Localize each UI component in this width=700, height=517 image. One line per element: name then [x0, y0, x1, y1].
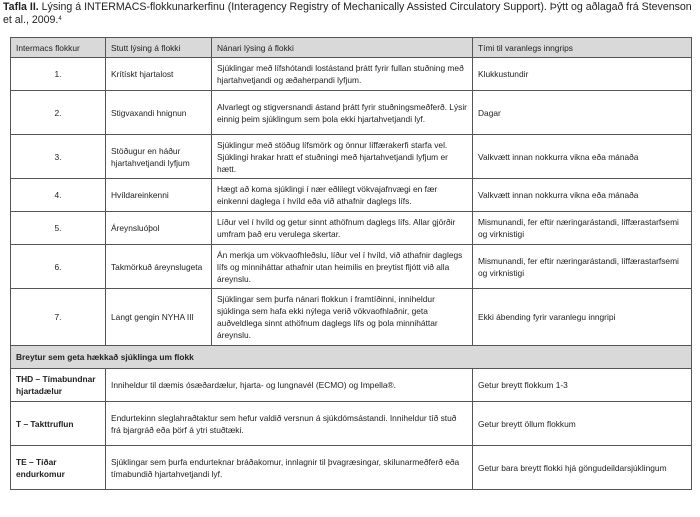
modifier-effect: Getur breytt öllum flokkum [473, 402, 692, 446]
level-long: Sjúklingar sem þurfa nánari flokkun í framtíðinni, inniheldur sjúklinga sem hafa ekki nýlega verið vökvaofhlaðnir, geta auðveldlega sinnt athöfnum daglegs lífs og þola minniháttar áreynslu. [212, 289, 473, 346]
modifier-effect: Getur bara breytt flokki hjá göngudeildarsjúklingum [473, 446, 692, 490]
intermacs-table [10, 37, 692, 490]
level-number: 7. [11, 289, 106, 346]
modifier-row [11, 446, 692, 490]
level-time: Mismunandi, fer eftir næringarástandi, líffærastarfsemi og virknistigi [473, 212, 692, 245]
table-caption [3, 1, 693, 26]
modifier-name: TE – Tíðar endurkomur [11, 446, 106, 490]
level-long: Alvarlegt og stigversnandi ástand þrátt fyrir stuðningsmeðferð. Lýsir einnig þeim sjúklingum sem þola ekki hjartahvetjandi lyf. [212, 91, 473, 135]
level-long: Líður vel í hvíld og getur sinnt athöfnum daglegs lífs. Allar gjörðir umfram það eru verulega skertar. [212, 212, 473, 245]
table-row [11, 91, 692, 135]
modifier-name: T – Takttruflun [11, 402, 106, 446]
level-long: Hægt að koma sjúklingi í nær eðlilegt vökvajafnvægi en fær einkenni daglega í hvíld eða við athafnir daglegs lífs. [212, 179, 473, 212]
table-row [11, 245, 692, 289]
level-short: Hvíldareinkenni [106, 179, 212, 212]
level-time: Mismunandi, fer eftir næringarástandi, líffærastarfsemi og virknistigi [473, 245, 692, 289]
header-stutt-lysing: Stutt lýsing á flokki [106, 38, 212, 58]
table-row [11, 58, 692, 91]
level-time: Klukkustundir [473, 58, 692, 91]
level-short: Stigvaxandi hnignun [106, 91, 212, 135]
level-short: Takmörkuð áreynslugeta [106, 245, 212, 289]
level-number: 3. [11, 135, 106, 179]
section-row [11, 346, 692, 369]
modifier-description: Sjúklingar sem þurfa endurteknar bráðakomur, innlagnir til þvagræsingar, skilunarmeðferð eða tímabundið hjartahvetjandi lyf. [106, 446, 473, 490]
section-title: Breytur sem geta hækkað sjúklinga um flokk [11, 346, 692, 369]
header-timi: Tími til varanlegs inngrips [473, 38, 692, 58]
level-short: Krítískt hjartalost [106, 58, 212, 91]
level-time: Valkvætt innan nokkurra vikna eða mánaða [473, 135, 692, 179]
header-intermacs-flokkur: Intermacs flokkur [11, 38, 106, 58]
level-number: 2. [11, 91, 106, 135]
modifier-row [11, 369, 692, 402]
level-number: 1. [11, 58, 106, 91]
level-number: 6. [11, 245, 106, 289]
modifier-name: THD – Tímabundnar hjartadælur [11, 369, 106, 402]
level-long: Sjúklingur með stöðug lífsmörk og önnur líffærakerfi starfa vel. Sjúklingi hrakar hratt ef stuðningi með hjartahvetjandi lyfjum er hætt. [212, 135, 473, 179]
level-short: Áreynsluóþol [106, 212, 212, 245]
level-short: Stöðugur en háður hjartahvetjandi lyfjum [106, 135, 212, 179]
level-time: Valkvætt innan nokkurra vikna eða mánaða [473, 179, 692, 212]
header-nanari-lysing: Nánari lýsing á flokki [212, 38, 473, 58]
level-number: 4. [11, 179, 106, 212]
table-row [11, 135, 692, 179]
level-short: Langt gengin NYHA III [106, 289, 212, 346]
caption-reference: 4 [58, 15, 62, 22]
table-row [11, 289, 692, 346]
modifier-effect: Getur breytt flokkum 1-3 [473, 369, 692, 402]
level-number: 5. [11, 212, 106, 245]
caption-label: Tafla II. [3, 1, 39, 13]
level-time: Dagar [473, 91, 692, 135]
level-long: Sjúklingar með lífshótandi lostástand þrátt fyrir fullan stuðning með hjartahvetjandi og æðaherpandi lyfjum. [212, 58, 473, 91]
table-row [11, 212, 692, 245]
modifier-row [11, 402, 692, 446]
level-long: Án merkja um vökvaofhleðslu, líður vel í hvíld, við athafnir daglegs lífs og minniháttar athafnir utan heimilis en þreytist fljótt við alla áreynslu. [212, 245, 473, 289]
modifier-description: Inniheldur til dæmis ósæðardælur, hjarta- og lungnavél (ECMO) og Impella®. [106, 369, 473, 402]
caption-text: Lýsing á INTERMACS-flokkunarkerfinu (Interagency Registry of Mechanically Assisted Circulatory Support). Þýtt og aðlagað frá Stevenson et al., 2009. [3, 1, 692, 26]
header-row [11, 38, 692, 58]
table-row [11, 179, 692, 212]
modifier-description: Endurtekinn sleglahraðtaktur sem hefur valdið versnun á sjúkdómsástandi. Inniheldur tíð stuð frá bjargráð eða þörf á ytri stuðtæki. [106, 402, 473, 446]
level-time: Ekki ábending fyrir varanlegu inngripi [473, 289, 692, 346]
